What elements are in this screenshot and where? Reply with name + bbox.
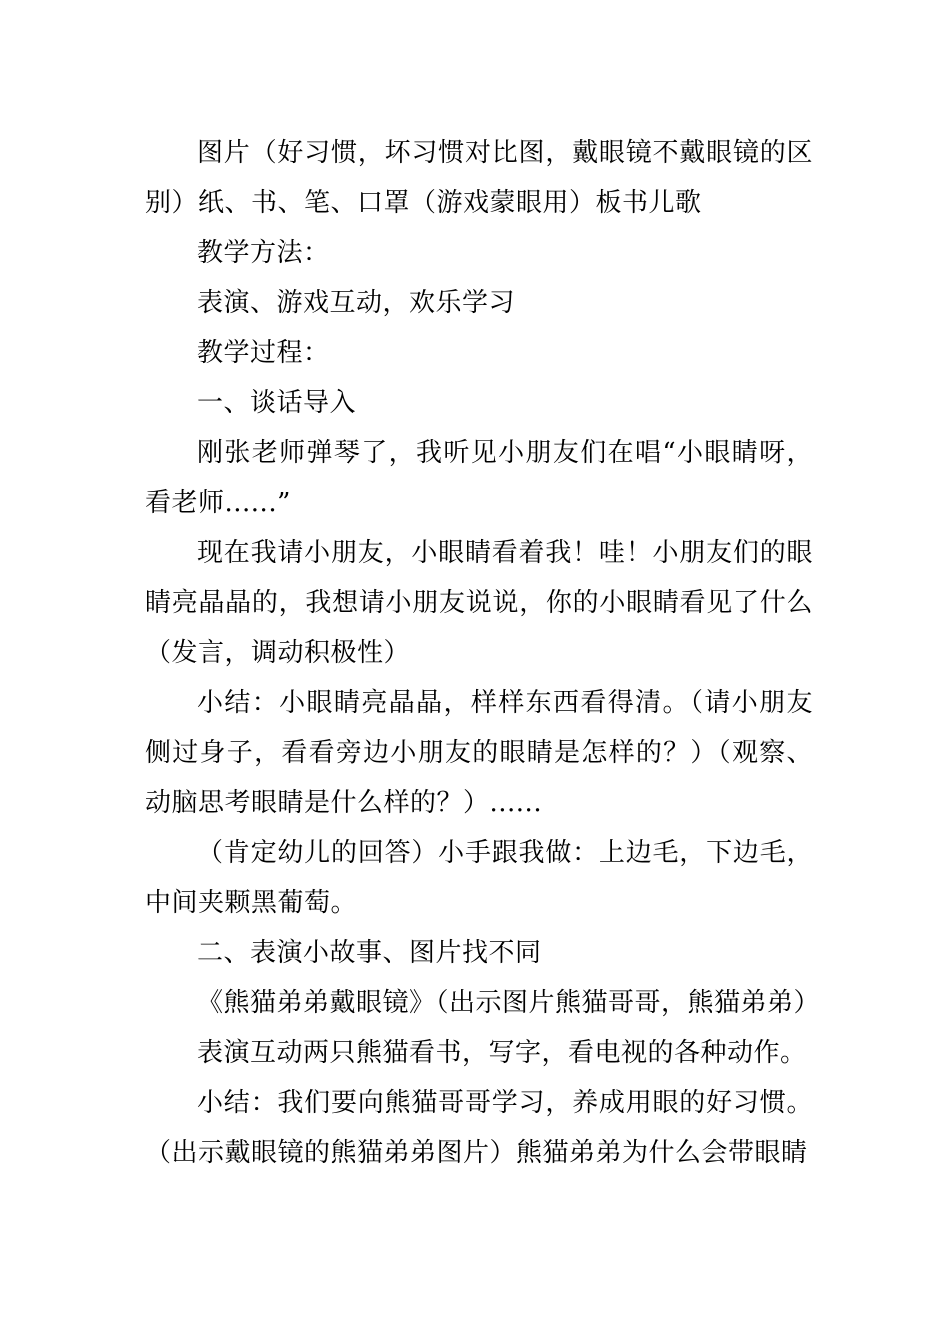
heading-teaching-methods: 教学方法： [197,238,330,268]
document-body [145,128,821,1178]
paragraph-methods: 表演、游戏互动，欢乐学习 [197,288,516,318]
paragraph-look-at-me: 现在我请小朋友，小眼睛看着我！哇！小朋友们的眼睛亮晶晶的，我想请小朋友说说，你的小眼睛看见了什么（发言，调动积极性） [145,538,813,668]
paragraph-story-title: 《熊猫弟弟戴眼镜》（出示图片熊猫哥哥，熊猫弟弟） [197,988,821,1018]
paragraph-materials: 图片（好习惯，坏习惯对比图，戴眼镜不戴眼镜的区别）纸、书、笔、口罩（游戏蒙眼用）板书儿歌 [145,138,813,218]
paragraph-summary-one: 小结：小眼睛亮晶晶，样样东西看得清。（请小朋友侧过身子，看看旁边小朋友的眼睛是怎样的？）（观察、动脑思考眼睛是什么样的？）...... [145,688,813,818]
heading-section-two: 二、表演小故事、图片找不同 [197,938,542,968]
heading-section-one: 一、谈话导入 [197,388,357,418]
paragraph-summary-two: 小结：我们要向熊猫哥哥学习，养成用眼的好习惯。（出示戴眼镜的熊猫弟弟图片）熊猫弟弟为什么会带眼睛 [145,1088,813,1168]
heading-teaching-process: 教学过程： [197,338,330,368]
paragraph-rhyme: （肯定幼儿的回答）小手跟我做：上边毛，下边毛，中间夹颗黑葡萄。 [145,838,813,918]
paragraph-intro: 刚张老师弹琴了，我听见小朋友们在唱“小眼睛呀，看老师......” [145,438,813,518]
paragraph-performance: 表演互动两只熊猫看书，写字，看电视的各种动作。 [197,1038,807,1068]
